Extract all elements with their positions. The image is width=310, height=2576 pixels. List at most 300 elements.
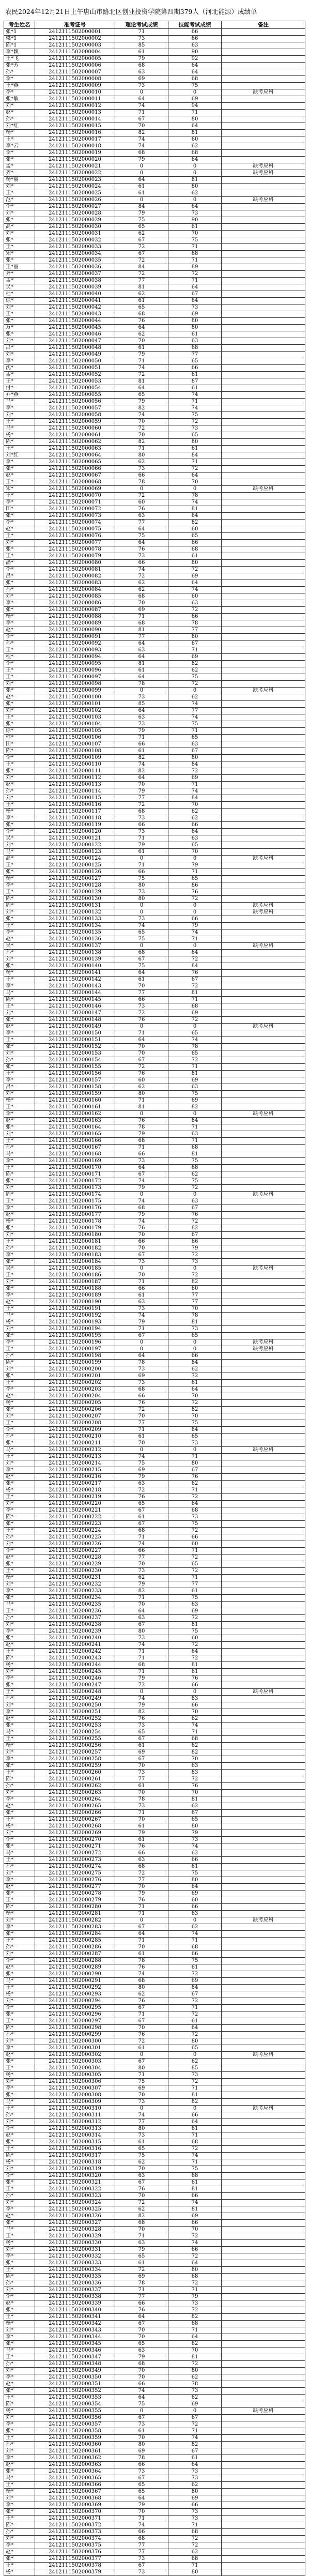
cell-remarks	[222, 49, 305, 56]
cell-skill-score: 71	[168, 2287, 222, 2294]
cell-skill-score: 80	[168, 2489, 222, 2495]
cell-skill-score: 0	[168, 909, 222, 916]
cell-written-score: 82	[115, 1709, 168, 1716]
table-row	[4, 204, 305, 210]
cell-name: 梁*1	[4, 36, 35, 42]
cell-name: 张*	[4, 1286, 35, 1292]
cell-ticket: 2412111502000045	[35, 325, 115, 331]
cell-remarks	[222, 231, 305, 237]
cell-written-score: 72	[115, 573, 168, 580]
cell-skill-score: 72	[168, 607, 222, 614]
cell-ticket: 2412111502000278	[35, 1891, 115, 1897]
table-row	[4, 224, 305, 231]
cell-name: 刘*	[4, 1790, 35, 1796]
cell-written-score: 67	[115, 1521, 168, 1528]
cell-skill-score: 68	[168, 2274, 222, 2280]
cell-name: 孙*	[4, 1696, 35, 1702]
cell-name: 李*	[4, 1386, 35, 1393]
table-row	[4, 69, 305, 76]
cell-written-score: 82	[115, 2213, 168, 2220]
cell-written-score: 76	[115, 506, 168, 513]
cell-ticket: 2412111502000366	[35, 2482, 115, 2489]
cell-skill-score: 90	[168, 49, 222, 56]
cell-skill-score: 77	[168, 352, 222, 358]
cell-written-score: 68	[115, 1662, 168, 1669]
score-table	[4, 21, 305, 2576]
cell-skill-score: 75	[168, 721, 222, 728]
cell-remarks	[222, 1944, 305, 1951]
cell-written-score: 79	[115, 728, 168, 735]
cell-skill-score: 76	[168, 1675, 222, 1682]
cell-name: 王*	[4, 1037, 35, 1044]
cell-remarks	[222, 2280, 305, 2287]
table-row	[4, 1723, 305, 1729]
cell-written-score: 64	[115, 1353, 168, 1360]
cell-name: 刘*	[4, 103, 35, 110]
table-row	[4, 963, 305, 970]
cell-name: 刘*	[4, 338, 35, 345]
table-row	[4, 714, 305, 721]
table-row	[4, 2516, 305, 2522]
cell-written-score: 70	[115, 2025, 168, 2032]
cell-name: 王*	[4, 1985, 35, 1991]
cell-written-score: 72	[115, 425, 168, 432]
cell-skill-score: 87	[168, 378, 222, 385]
cell-ticket: 2412111502000158	[35, 1084, 115, 1091]
cell-written-score: 76	[115, 1964, 168, 1971]
table-row	[4, 2260, 305, 2267]
cell-remarks	[222, 1171, 305, 1178]
cell-remarks	[222, 1649, 305, 1655]
cell-remarks	[222, 721, 305, 728]
cell-written-score: 67	[115, 2563, 168, 2569]
cell-skill-score: 0	[168, 1266, 222, 1272]
table-row	[4, 1454, 305, 1460]
cell-remarks	[222, 1622, 305, 1628]
cell-name: 周*	[4, 903, 35, 909]
cell-name: 孟*	[4, 278, 35, 284]
cell-ticket: 2412111502000182	[35, 1245, 115, 1252]
cell-skill-score: 71	[168, 1487, 222, 1494]
cell-ticket: 2412111502000015	[35, 123, 115, 130]
cell-name: 孙*	[4, 788, 35, 795]
cell-skill-score: 64	[168, 69, 222, 76]
cell-remarks	[222, 1198, 305, 1205]
cell-remarks	[222, 1891, 305, 1897]
cell-ticket: 2412111502000292	[35, 1985, 115, 1991]
cell-remarks	[222, 1716, 305, 1723]
cell-name: 李*	[4, 929, 35, 936]
cell-ticket: 2412111502000140	[35, 963, 115, 970]
cell-remarks	[222, 567, 305, 573]
cell-name: 吕*	[4, 345, 35, 352]
cell-name: 王*	[4, 2563, 35, 2569]
cell-name: 孙*	[4, 2032, 35, 2038]
cell-ticket: 2412111502000250	[35, 1702, 115, 1709]
cell-remarks: 缺考应科	[222, 903, 305, 909]
cell-name: 马*	[4, 1447, 35, 1454]
cell-name: 马*	[4, 1151, 35, 1158]
cell-skill-score: 80	[168, 1877, 222, 1884]
cell-ticket: 2412111502000184	[35, 1259, 115, 1266]
cell-written-score: 69	[115, 2448, 168, 2455]
cell-name: 范*	[4, 197, 35, 204]
cell-ticket: 2412111502000290	[35, 1971, 115, 1978]
cell-ticket: 2412111502000040	[35, 291, 115, 298]
table-row	[4, 882, 305, 889]
cell-skill-score: 74	[168, 2240, 222, 2247]
table-row	[4, 1003, 305, 1010]
cell-name: 李*	[4, 1675, 35, 1682]
cell-written-score: 64	[115, 385, 168, 392]
cell-skill-score: 74	[168, 499, 222, 506]
cell-skill-score: 81	[168, 1071, 222, 1077]
cell-ticket: 2412111502000044	[35, 318, 115, 325]
cell-written-score: 76	[115, 546, 168, 553]
table-row	[4, 788, 305, 795]
cell-skill-score: 84	[168, 1985, 222, 1991]
cell-ticket: 2412111502000259	[35, 1763, 115, 1770]
cell-written-score: 73	[115, 1003, 168, 1010]
cell-skill-score: 72	[168, 1568, 222, 1575]
table-row	[4, 1165, 305, 1171]
table-row	[4, 2522, 305, 2529]
cell-written-score: 82	[115, 439, 168, 446]
cell-name: 孙*	[4, 2280, 35, 2287]
table-row	[4, 2294, 305, 2300]
cell-skill-score: 70	[168, 2348, 222, 2354]
cell-written-score: 70	[115, 2334, 168, 2341]
cell-name: 刘*	[4, 1326, 35, 1333]
cell-name: 杨*	[4, 130, 35, 136]
cell-written-score: 64	[115, 1037, 168, 1044]
cell-remarks	[222, 2421, 305, 2428]
cell-written-score: 69	[115, 1749, 168, 1756]
table-row	[4, 2428, 305, 2435]
cell-name: 张*	[4, 1810, 35, 1817]
cell-ticket: 2412111502000124	[35, 856, 115, 862]
cell-name: 李*	[4, 76, 35, 83]
cell-written-score: 73	[115, 1635, 168, 1642]
cell-written-score: 70	[115, 1790, 168, 1796]
table-row	[4, 1837, 305, 1843]
cell-skill-score: 0	[168, 1447, 222, 1454]
table-row	[4, 2193, 305, 2200]
cell-ticket: 2412111502000049	[35, 352, 115, 358]
cell-skill-score: 63	[168, 1131, 222, 1138]
cell-skill-score: 72	[168, 1998, 222, 2005]
table-row	[4, 667, 305, 674]
cell-ticket: 2412111502000071	[35, 499, 115, 506]
cell-skill-score: 62	[168, 1850, 222, 1857]
table-row	[4, 2032, 305, 2038]
cell-name: 李*	[4, 1339, 35, 1346]
cell-written-score: 73	[115, 815, 168, 822]
cell-written-score: 61	[115, 184, 168, 190]
cell-ticket: 2412111502000336	[35, 2280, 115, 2287]
cell-written-score: 79	[115, 1131, 168, 1138]
table-row	[4, 1313, 305, 1319]
cell-skill-score: 72	[168, 1017, 222, 1024]
cell-name: 刘*	[4, 2448, 35, 2455]
cell-ticket: 2412111502000295	[35, 2005, 115, 2011]
cell-ticket: 2412111502000352	[35, 2388, 115, 2395]
cell-name: 张*	[4, 1723, 35, 1729]
cell-remarks	[222, 2139, 305, 2146]
cell-skill-score: 65	[168, 735, 222, 741]
table-row	[4, 1756, 305, 1763]
cell-name: 马*	[4, 1850, 35, 1857]
cell-skill-score: 64	[168, 2260, 222, 2267]
table-row	[4, 533, 305, 540]
cell-written-score: 68	[115, 2536, 168, 2542]
cell-name: 沈*	[4, 365, 35, 372]
cell-skill-score: 0	[168, 688, 222, 694]
cell-ticket: 2412111502000106	[35, 735, 115, 741]
cell-remarks	[222, 2348, 305, 2354]
cell-ticket: 2412111502000322	[35, 2186, 115, 2193]
cell-name: 刘*	[4, 412, 35, 419]
cell-ticket: 2412111502000216	[35, 1474, 115, 1481]
table-row	[4, 1413, 305, 1420]
cell-ticket: 2412111502000238	[35, 1622, 115, 1628]
cell-skill-score: 94	[168, 103, 222, 110]
cell-ticket: 2412111502000305	[35, 2072, 115, 2079]
cell-remarks	[222, 923, 305, 929]
cell-remarks: 缺考应科	[222, 2106, 305, 2112]
cell-skill-score: 60	[168, 1286, 222, 1292]
cell-name: 刘*	[4, 540, 35, 546]
cell-ticket: 2412111502000170	[35, 1165, 115, 1171]
cell-ticket: 2412111502000230	[35, 1568, 115, 1575]
cell-remarks	[222, 2159, 305, 2166]
cell-skill-score: 62	[168, 2059, 222, 2065]
cell-remarks	[222, 318, 305, 325]
cell-name: 李*	[4, 829, 35, 835]
cell-written-score: 78	[115, 479, 168, 486]
cell-skill-score: 0	[168, 2106, 222, 2112]
cell-remarks	[222, 76, 305, 83]
table-row	[4, 2408, 305, 2415]
cell-name: 赵*	[4, 2052, 35, 2059]
cell-skill-score: 64	[168, 580, 222, 587]
cell-written-score: 74	[115, 136, 168, 143]
cell-remarks	[222, 2395, 305, 2401]
cell-ticket: 2412111502000341	[35, 2314, 115, 2321]
cell-ticket: 2412111502000326	[35, 2213, 115, 2220]
cell-ticket: 2412111502000061	[35, 432, 115, 439]
cell-written-score: 0	[115, 903, 168, 909]
cell-written-score: 70	[115, 1602, 168, 1608]
cell-written-score: 75	[115, 217, 168, 224]
cell-skill-score: 83	[168, 1770, 222, 1776]
cell-name: 杨*	[4, 2321, 35, 2327]
cell-skill-score: 64	[168, 63, 222, 69]
table-row	[4, 412, 305, 419]
cell-ticket: 2412111502000282	[35, 1917, 115, 1924]
cell-skill-score: 73	[168, 2300, 222, 2307]
cell-ticket: 2412111502000167	[35, 1145, 115, 1151]
table-row	[4, 1024, 305, 1030]
table-row	[4, 1790, 305, 1796]
cell-skill-score: 71	[168, 1575, 222, 1581]
cell-skill-score: 79	[168, 1830, 222, 1837]
cell-written-score: 61	[115, 748, 168, 755]
cell-remarks	[222, 446, 305, 452]
cell-written-score: 73	[115, 1259, 168, 1266]
cell-written-score: 62	[115, 331, 168, 338]
cell-remarks	[222, 358, 305, 365]
cell-ticket: 2412111502000053	[35, 378, 115, 385]
cell-written-score: 71	[115, 1649, 168, 1655]
cell-name: 陈*	[4, 748, 35, 755]
cell-written-score: 79	[115, 157, 168, 163]
cell-name: 刘*	[4, 184, 35, 190]
cell-ticket: 2412111502000289	[35, 1964, 115, 1971]
cell-written-score: 71	[115, 358, 168, 365]
cell-ticket: 2412111502000100	[35, 694, 115, 701]
table-row	[4, 2173, 305, 2179]
cell-skill-score: 72	[168, 1252, 222, 1259]
cell-remarks	[222, 1736, 305, 1743]
cell-remarks	[222, 157, 305, 163]
table-row	[4, 1958, 305, 1964]
cell-skill-score: 71	[168, 2159, 222, 2166]
cell-written-score: 61	[115, 667, 168, 674]
cell-name: 赵*	[4, 1212, 35, 1218]
cell-ticket: 2412111502000155	[35, 1064, 115, 1071]
table-row	[4, 1810, 305, 1817]
table-row	[4, 1770, 305, 1776]
cell-remarks	[222, 2368, 305, 2374]
cell-name: 陈*	[4, 2025, 35, 2032]
table-row	[4, 1481, 305, 1487]
cell-ticket: 2412111502000104	[35, 721, 115, 728]
cell-ticket: 2412111502000337	[35, 2287, 115, 2294]
cell-name: 王*	[4, 2233, 35, 2240]
cell-name: 陈*	[4, 1904, 35, 1911]
cell-written-score: 65	[115, 224, 168, 231]
cell-name: 王*	[4, 1454, 35, 1460]
cell-written-score: 74	[115, 103, 168, 110]
table-row	[4, 2059, 305, 2065]
cell-skill-score: 80	[168, 634, 222, 641]
cell-name: 王*	[4, 802, 35, 809]
cell-name: 周*	[4, 1192, 35, 1198]
table-row	[4, 2468, 305, 2475]
cell-ticket: 2412111502000034	[35, 251, 115, 257]
cell-name: 杨*	[4, 2072, 35, 2079]
cell-name: 万*	[4, 325, 35, 331]
cell-ticket: 2412111502000226	[35, 1541, 115, 1548]
cell-name: 吴*	[4, 284, 35, 291]
cell-name: 张*	[4, 1635, 35, 1642]
cell-remarks: 缺考应科	[222, 486, 305, 493]
cell-name: 王*	[4, 1817, 35, 1823]
cell-written-score: 65	[115, 2489, 168, 2495]
cell-skill-score: 70	[168, 1756, 222, 1763]
cell-remarks	[222, 1279, 305, 1286]
table-row	[4, 1581, 305, 1588]
cell-name: 王*	[4, 1857, 35, 1864]
table-row	[4, 1050, 305, 1057]
cell-written-score: 79	[115, 788, 168, 795]
cell-written-score: 0	[115, 1339, 168, 1346]
cell-skill-score: 72	[168, 271, 222, 278]
cell-remarks	[222, 472, 305, 479]
table-row	[4, 1749, 305, 1756]
cell-written-score: 68	[115, 1864, 168, 1870]
cell-name: 杨*	[4, 1743, 35, 1749]
cell-name: 王*	[4, 647, 35, 654]
cell-written-score: 68	[115, 2220, 168, 2227]
cell-name: 李*	[4, 882, 35, 889]
cell-skill-score: 81	[168, 1622, 222, 1628]
cell-name: 王*	[4, 190, 35, 197]
cell-remarks	[222, 889, 305, 896]
cell-ticket: 2412111502000345	[35, 2341, 115, 2348]
cell-remarks	[222, 2341, 305, 2348]
cell-remarks	[222, 553, 305, 560]
table-row	[4, 2502, 305, 2509]
cell-skill-score: 81	[168, 1151, 222, 1158]
cell-remarks	[222, 2415, 305, 2421]
cell-ticket: 2412111502000228	[35, 1554, 115, 1561]
cell-ticket: 2412111502000173	[35, 1185, 115, 1192]
cell-written-score: 77	[115, 278, 168, 284]
cell-written-score: 73	[115, 1770, 168, 1776]
table-row	[4, 842, 305, 849]
cell-written-score: 70	[115, 1245, 168, 1252]
cell-written-score: 70	[115, 983, 168, 990]
cell-ticket: 2412111502000276	[35, 1877, 115, 1884]
cell-remarks	[222, 1017, 305, 1024]
cell-ticket: 2412111502000265	[35, 1803, 115, 1810]
table-row	[4, 822, 305, 829]
cell-written-score: 73	[115, 2569, 168, 2576]
cell-written-score: 66	[115, 2462, 168, 2468]
table-row	[4, 96, 305, 103]
cell-ticket: 2412111502000377	[35, 2556, 115, 2563]
cell-ticket: 2412111502000242	[35, 1649, 115, 1655]
cell-written-score: 61	[115, 2428, 168, 2435]
cell-ticket: 2412111502000270	[35, 1837, 115, 1843]
cell-name: 李*	[4, 661, 35, 667]
cell-remarks	[222, 1218, 305, 1225]
cell-skill-score: 62	[168, 2549, 222, 2556]
cell-skill-score: 78	[168, 1313, 222, 1319]
table-row	[4, 2442, 305, 2448]
cell-ticket: 2412111502000339	[35, 2300, 115, 2307]
cell-written-score: 77	[115, 990, 168, 997]
table-row	[4, 997, 305, 1003]
cell-name: 张*	[4, 2307, 35, 2314]
cell-remarks	[222, 2200, 305, 2206]
table-row	[4, 271, 305, 278]
cell-name: 张*	[4, 331, 35, 338]
cell-remarks	[222, 620, 305, 627]
cell-ticket: 2412111502000309	[35, 2099, 115, 2106]
cell-name: 刘*	[4, 1232, 35, 1239]
table-row	[4, 163, 305, 170]
cell-skill-score: 80	[168, 325, 222, 331]
cell-remarks	[222, 2085, 305, 2092]
cell-skill-score: 69	[168, 2401, 222, 2408]
cell-written-score: 66	[115, 1548, 168, 1554]
table-row	[4, 1622, 305, 1628]
cell-ticket: 2412111502000244	[35, 1662, 115, 1669]
table-row	[4, 2025, 305, 2032]
